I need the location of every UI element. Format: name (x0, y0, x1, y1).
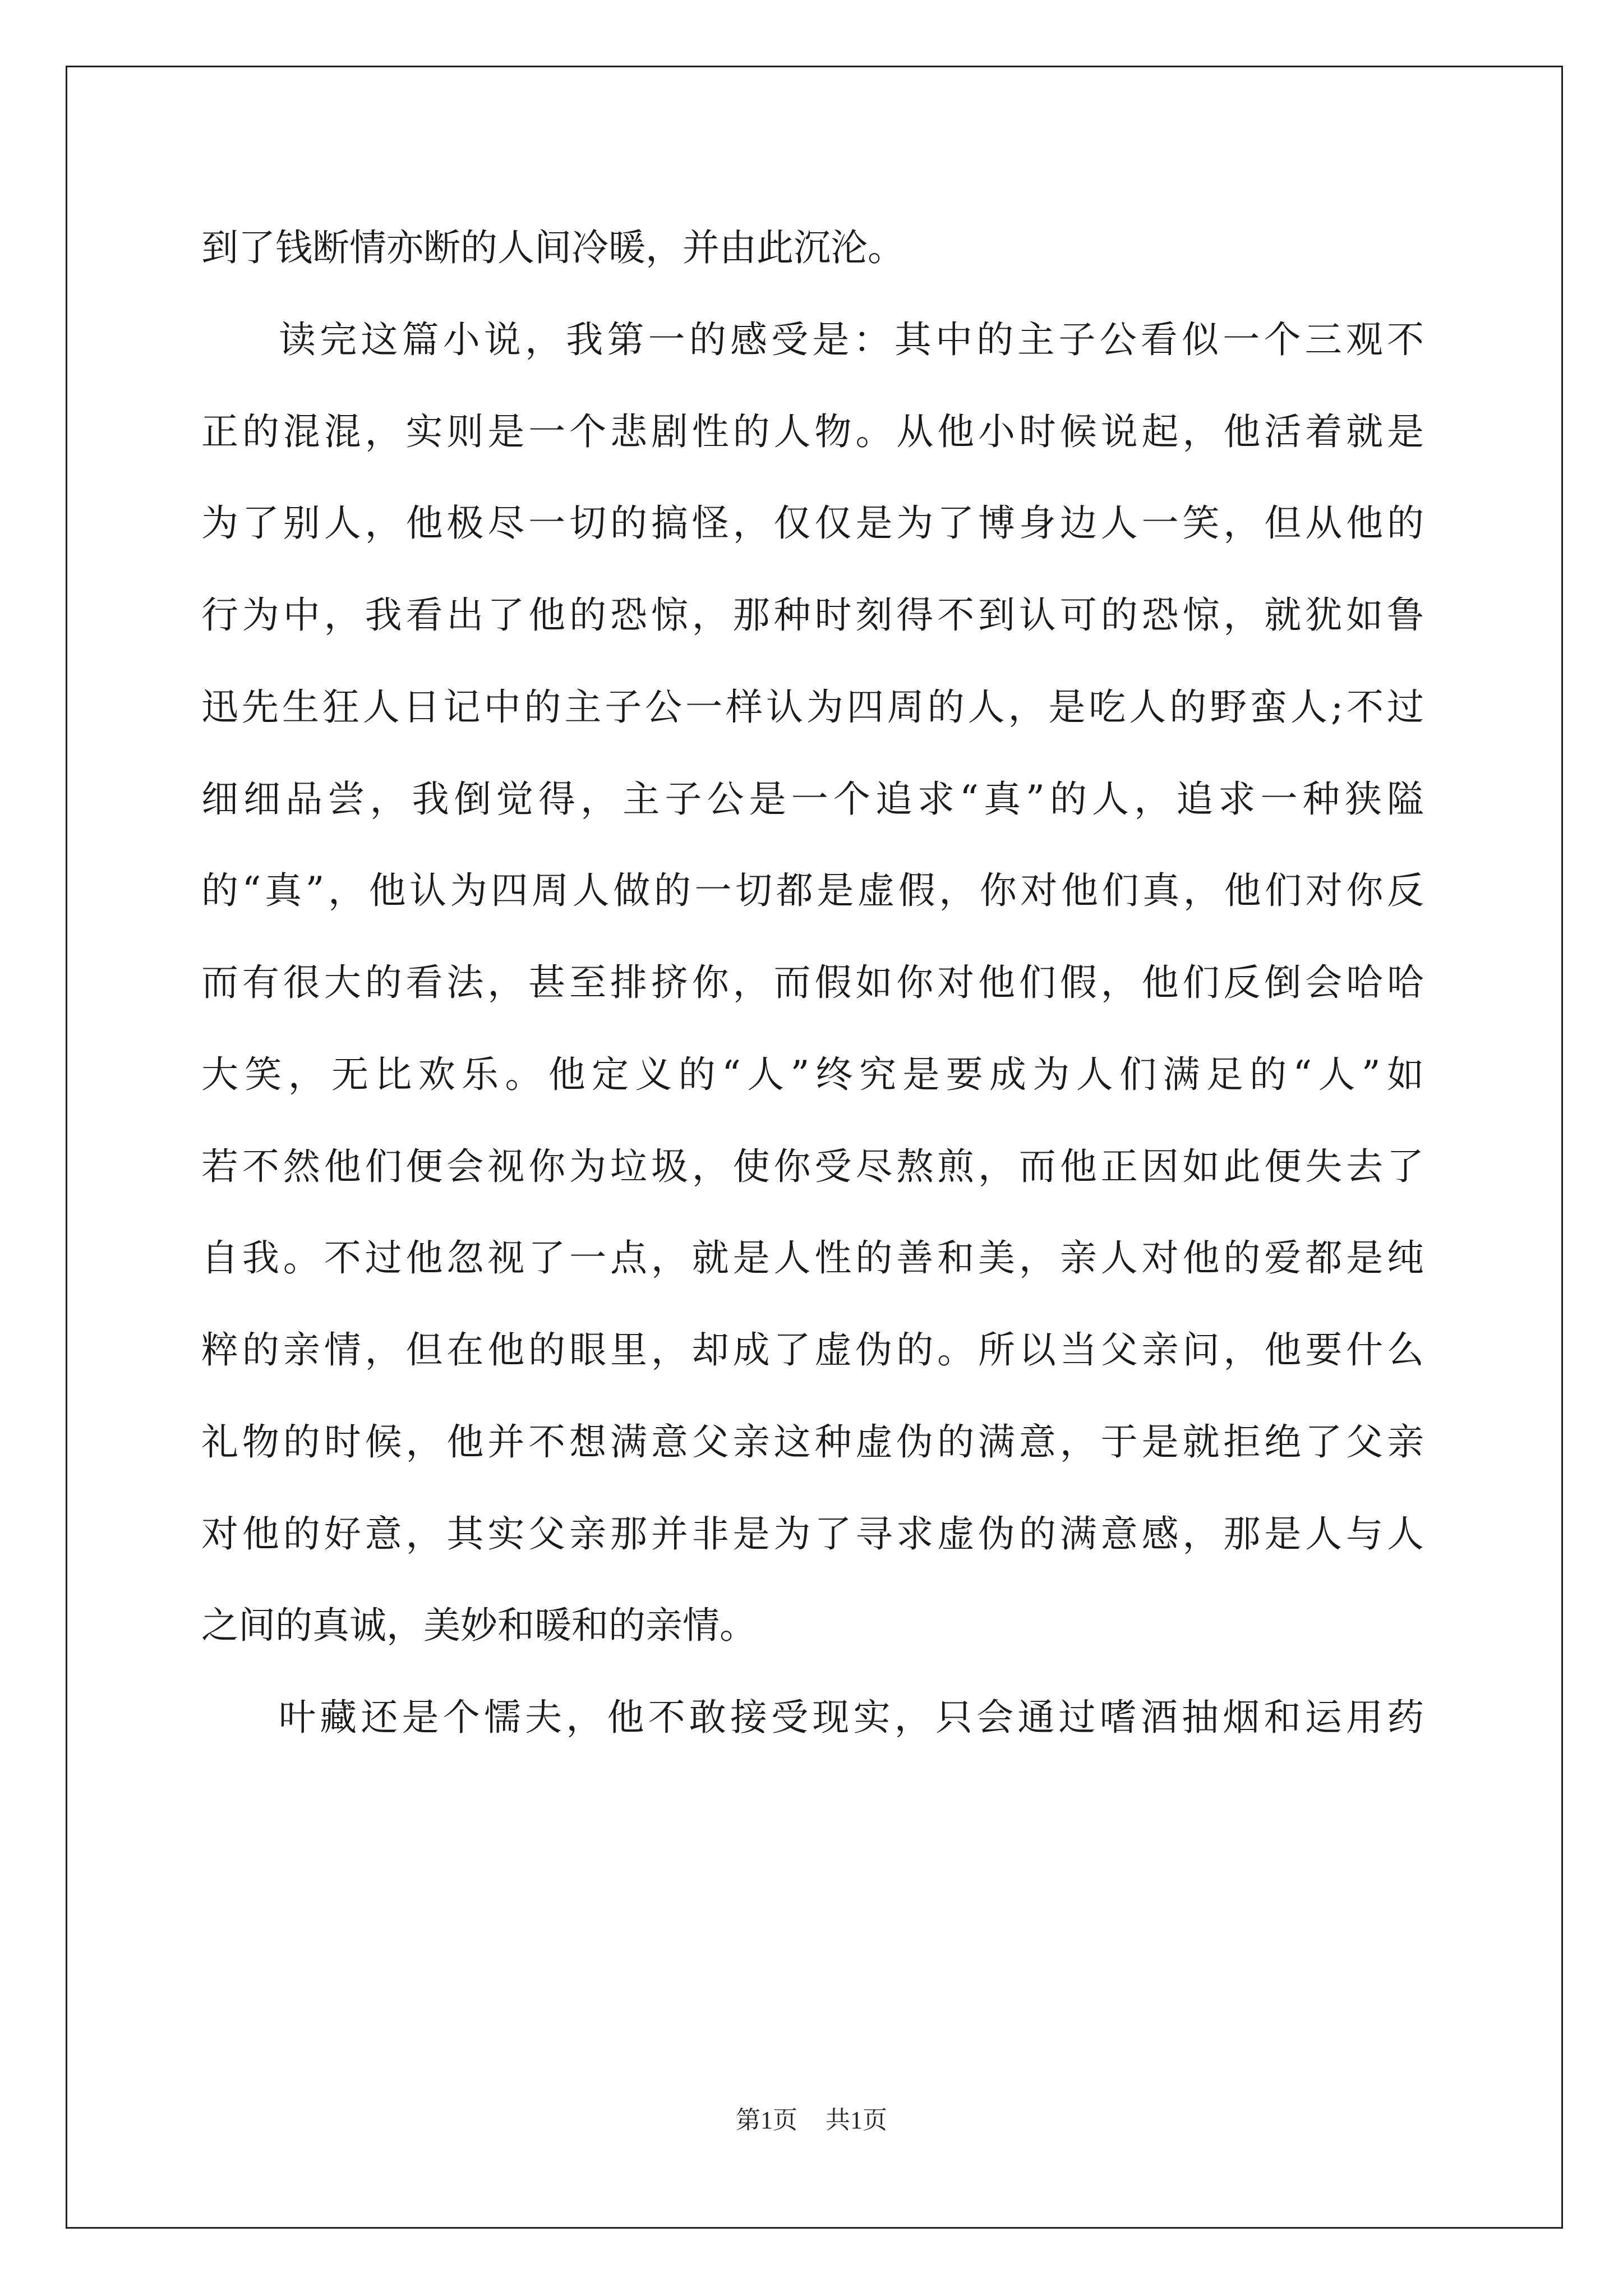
body-line-1: 到了钱断情亦断的人间冷暖，并由此沉沦。 (201, 226, 905, 269)
body-line-11: 若不然他们便会视你为垃圾，使你受尽熬煎，而他正因如此便失去了 (201, 1145, 1424, 1188)
body-line-14: 礼物的时候，他并不想满意父亲这种虚伪的满意，于是就拒绝了父亲 (201, 1420, 1424, 1464)
body-line-3: 正的混混，实则是一个悲剧性的人物。从他小时候说起，他活着就是 (201, 410, 1424, 453)
page-number: 第1页 (736, 2106, 797, 2134)
body-line-17: 叶藏还是个懦夫，他不敢接受现实，只会通过嗜酒抽烟和运用药 (279, 1696, 1424, 1739)
page-footer (0, 2104, 1623, 2137)
body-line-12: 自我。不过他忽视了一点，就是人性的善和美，亲人对他的爱都是纯 (201, 1236, 1424, 1280)
body-line-13: 粹的亲情，但在他的眼里，却成了虚伪的。所以当父亲问，他要什么 (201, 1328, 1424, 1372)
body-line-6: 迅先生狂人日记中的主子公一样认为四周的人，是吃人的野蛮人;不过 (201, 685, 1424, 729)
body-line-5: 行为中，我看出了他的恐惊，那种时刻得不到认可的恐惊，就犹如鲁 (201, 593, 1424, 637)
body-line-15: 对他的好意，其实父亲那并非是为了寻求虚伪的满意感，那是人与人 (201, 1512, 1424, 1556)
body-line-2: 读完这篇小说，我第一的感受是：其中的主子公看似一个三观不 (279, 318, 1424, 361)
body-line-16: 之间的真诚，美妙和暖和的亲情。 (201, 1604, 757, 1647)
body-line-8: 的“真”，他认为四周人做的一切都是虚假，你对他们真，他们对你反 (201, 869, 1424, 912)
body-line-7: 细细品尝，我倒觉得，主子公是一个追求“真”的人，追求一种狭隘 (201, 777, 1424, 821)
body-line-10: 大笑，无比欢乐。他定义的“人”终究是要成为人们满足的“人”如 (201, 1053, 1424, 1096)
body-line-9: 而有很大的看法，甚至排挤你，而假如你对他们假，他们反倒会哈哈 (201, 961, 1424, 1004)
page-total: 共1页 (826, 2106, 887, 2134)
body-line-4: 为了别人，他极尽一切的搞怪，仅仅是为了博身边人一笑，但从他的 (201, 501, 1424, 545)
